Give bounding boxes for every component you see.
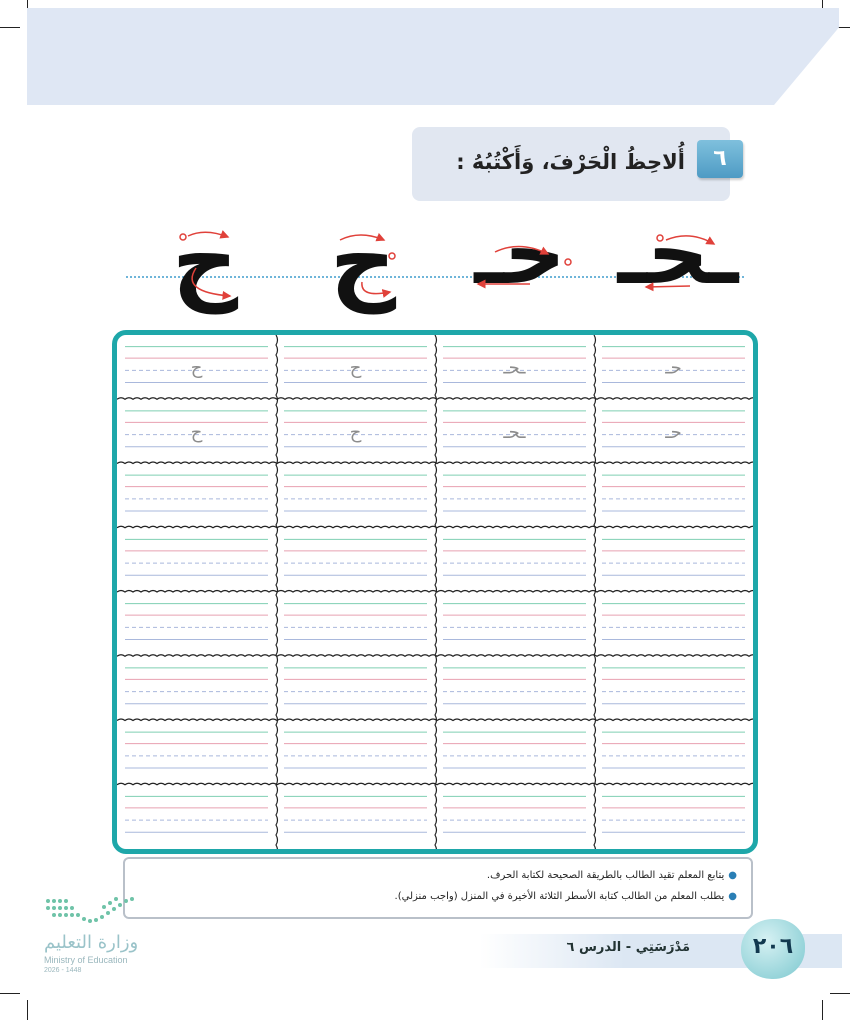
row-separator <box>117 591 753 593</box>
exercise-number-badge: ٦ <box>697 140 743 178</box>
crop-mark <box>822 1000 823 1020</box>
ministry-name-en: Ministry of Education <box>44 955 128 965</box>
traced-letter: ح <box>190 357 203 379</box>
row-separator <box>117 398 753 400</box>
crop-mark <box>0 993 20 994</box>
note-text: يتابع المعلم تقيد الطالب بالطريقة الصحيحة لكتابة الحرف. <box>486 870 725 881</box>
row-separator <box>117 719 753 721</box>
grid-lines <box>117 335 753 849</box>
note-text: يطلب المعلم من الطالب كتابة الأسطر الثلاثة الأخيرة في المنزل (واجب منزلي). <box>394 891 725 902</box>
model-letters <box>0 0 850 330</box>
model-letter-medial <box>473 204 571 304</box>
lesson-label: مَدْرَسَتِي - الدرس ٦ <box>566 940 690 955</box>
model-letter-glyph: ح <box>329 207 397 314</box>
model-letter-glyph: حـ <box>474 204 566 304</box>
model-letter-isolated-2 <box>330 207 397 314</box>
bullet-icon: ● <box>728 870 737 881</box>
bullet-icon: ● <box>728 891 737 902</box>
crop-mark <box>27 1000 28 1020</box>
traced-letter: ـحـ <box>503 357 526 379</box>
model-letter-initial <box>617 204 740 304</box>
ministry-name-ar: وزارة التعليم <box>44 932 139 953</box>
column-separator <box>594 335 596 849</box>
ministry-year: 2026 - 1448 <box>44 967 82 974</box>
page-number: ٢٠٦ <box>741 919 805 979</box>
note-item <box>137 891 737 902</box>
traced-letter: ح <box>349 421 362 443</box>
ministry-logo-icon <box>44 895 140 929</box>
column-separator <box>435 335 437 849</box>
writing-practice-grid <box>112 330 758 854</box>
row-separator <box>117 462 753 464</box>
model-letter-glyph: ـحـ <box>617 204 739 304</box>
traced-letter: ـحـ <box>503 421 526 443</box>
row-separator <box>117 526 753 528</box>
note-item <box>137 870 737 881</box>
traced-letter: حـ <box>665 421 682 443</box>
teacher-notes <box>123 857 753 919</box>
traced-letter: ح <box>190 421 203 443</box>
model-letter-glyph: ح <box>171 207 239 314</box>
model-letter-isolated-1 <box>172 207 239 314</box>
traced-letter: ح <box>349 357 362 379</box>
exercise-instruction: أُلاحِظُ الْحَرْفَ، وَأَكْتُبُهُ : <box>456 150 685 174</box>
crop-mark <box>830 993 850 994</box>
traced-letter: حـ <box>665 357 682 379</box>
